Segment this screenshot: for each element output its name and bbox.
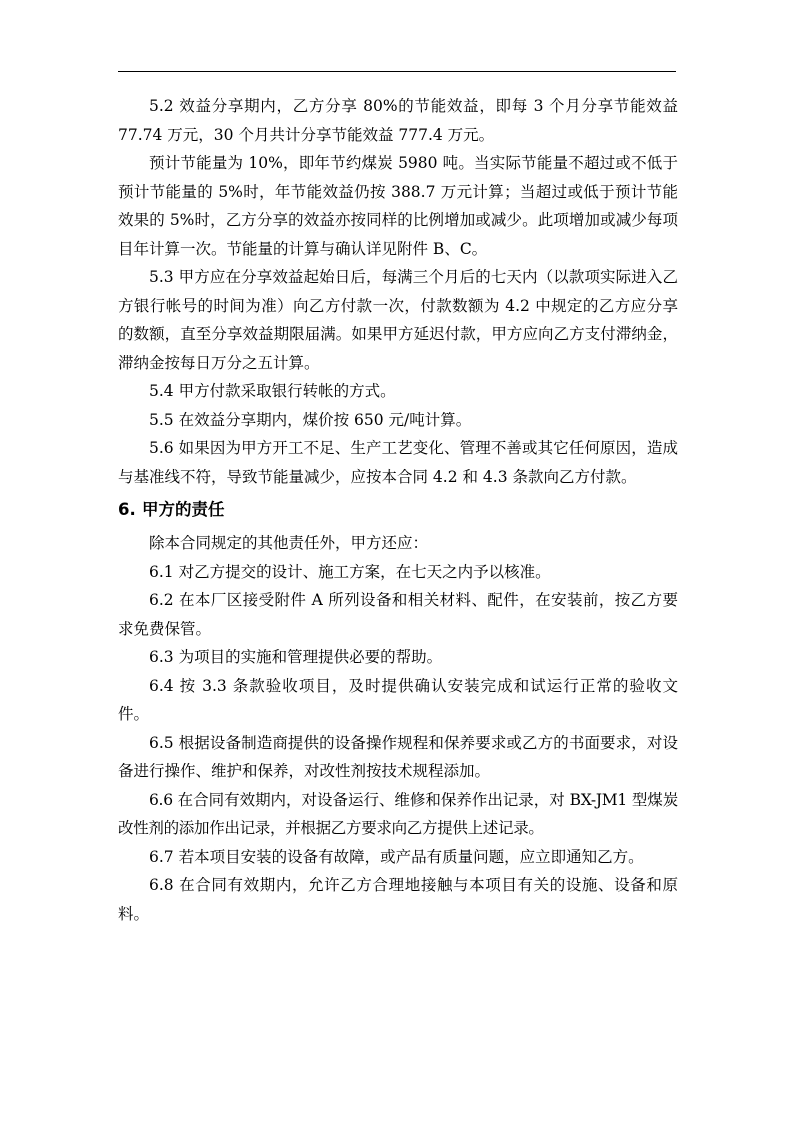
item-6-6: 6.6 在合同有效期内，对设备运行、维修和保养作出记录，对 BX-JM1 型煤炭改性剂的添加作出记录，并根据乙方要求向乙方提供上述记录。 <box>118 790 678 837</box>
paragraph-5-6: 5.6 如果因为甲方开工不足、生产工艺变化、管理不善或其它任何原因，造成与基准线不符，导致节能量减少，应按本合同 4.2 和 4.3 条款向乙方付款。 <box>118 439 678 486</box>
item-6-1: 6.1 对乙方提交的设计、施工方案，在七天之内予以核准。 <box>149 562 551 581</box>
section-6-title: 甲方的责任 <box>142 500 225 519</box>
section-6-number: 6. <box>118 500 136 519</box>
paragraph-5-3: 5.3 甲方应在分享效益起始日后，每满三个月后的七天内（以款项实际进入乙方银行帐号的时间为准）向乙方付款一次，付款数额为 4.2 中规定的乙方应分享的数额，直至分享效益期限届满。如果甲方延迟付款，甲方应向乙方支付滞纳金，滞纳金按每日万分之五计算。 <box>118 268 678 372</box>
section-6-intro: 除本合同规定的其他责任外，甲方还应： <box>149 534 429 552</box>
item-6-3: 6.3 为项目的实施和管理提供必要的帮助。 <box>149 648 443 666</box>
item-6-2: 6.2 在本厂区接受附件 A 所列设备和相关材料、配件，在安装前，按乙方要求免费保管。 <box>118 591 678 638</box>
section-6-heading <box>118 495 678 525</box>
item-6-8: 6.8 在合同有效期内，允许乙方合理地接触与本项目有关的设施、设备和原料。 <box>118 876 678 923</box>
item-6-5: 6.5 根据设备制造商提供的设备操作规程和保养要求或乙方的书面要求，对设备进行操作、维护和保养，对改性剂按技术规程添加。 <box>118 733 678 780</box>
document-body <box>118 92 678 928</box>
paragraph-5-2: 5.2 效益分享期内，乙方分享 80%的节能效益，即每 3 个月分享节能效益 77.74 万元，30 个月共计分享节能效益 777.4 万元。 <box>118 97 678 144</box>
paragraph-5-5: 5.5 在效益分享期内，煤价按 650 元/吨计算。 <box>149 410 472 429</box>
header-rule <box>118 71 676 72</box>
paragraph-5-4: 5.4 甲方付款采取银行转帐的方式。 <box>149 382 396 400</box>
item-6-4: 6.4 按 3.3 条款验收项目，及时提供确认安装完成和试运行正常的验收文件。 <box>118 676 678 723</box>
paragraph-energy-saving: 预计节能量为 10%，即年节约煤炭 5980 吨。当实际节能量不超过或不低于预计节能量的 5%时，年节能效益仍按 388.7 万元计算；当超过或低于预计节能效果的 5%时，乙方分享的效益亦按同样的比例增加或减少。此项增加或减少每项目年计算一次。节能量的计算与确认详见附件 B、C。 <box>118 154 678 258</box>
item-6-7: 6.7 若本项目安装的设备有故障，或产品有质量问题，应立即通知乙方。 <box>149 847 644 866</box>
